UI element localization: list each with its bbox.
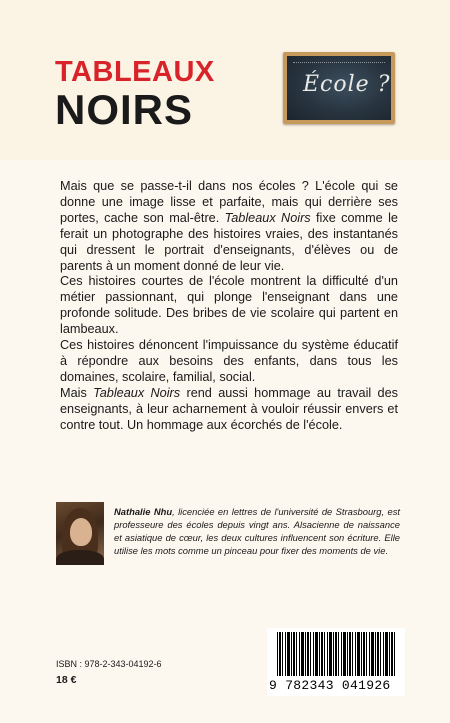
title-line-2: NOIRS <box>55 86 194 133</box>
author-photo <box>56 502 104 565</box>
back-cover-summary <box>60 179 398 434</box>
chalkboard-surface <box>287 56 391 120</box>
author-name: Nathalie Nhu <box>114 506 173 517</box>
chalkboard-text: École ? <box>303 72 391 97</box>
author-bio <box>114 506 400 558</box>
barcode-digits: 9 782343 041926 <box>269 678 391 693</box>
isbn-text: ISBN : 978-2-343-04192-6 <box>56 659 162 669</box>
chalkboard-image <box>283 52 395 124</box>
book-title-italic: Tableaux Noirs <box>224 210 311 225</box>
summary-paragraph-1: Mais que se passe-t-il dans nos écoles ? L'école qui se donne une image lisse et parfaite, mais qui derrière ses portes, cache son mal-être. Tableaux Noirs fixe comme le ferait un photographe des histoires vraies, des instantanés qui dressent le portrait d'enseignants, d'élèves ou de parents à un moment donné de leur vie. <box>60 179 398 273</box>
book-title-italic: Tableaux Noirs <box>93 385 181 400</box>
barcode-bars <box>277 632 397 676</box>
summary-paragraph-4: Mais Tableaux Noirs rend aussi hommage au travail des enseignants, à leur acharnement à vouloir réussir envers et contre tout. Un hommage aux écorchés de l'école. <box>60 385 399 432</box>
chalkboard-dotted-line <box>293 60 385 63</box>
price-text: 18 € <box>56 674 77 686</box>
summary-paragraph-2: Ces histoires courtes de l'école montrent la difficulté d'un métier passionnant, qui plonge l'enseignant dans une profonde solitude. Des bribes de vie scolaire qui partent en lambeaux. <box>60 274 398 337</box>
isbn-barcode <box>267 628 405 696</box>
title-line-1: TABLEAUX <box>55 56 215 88</box>
summary-paragraph-3: Ces histoires dénoncent l'impuissance du système éducatif à répondre aux besoins des enfants, dans tous les domaines, scolaire, familial, social. <box>60 338 398 384</box>
author-bio-text: , licenciée en lettres de l'université de Strasbourg, est professeure des écoles depuis vingt ans. Alsacienne de naissance et asiatique de cœur, les deux cultures influencent son écriture. Elle utilise les mots comme un pinceau pour fixer des moments de vie. <box>114 506 400 556</box>
